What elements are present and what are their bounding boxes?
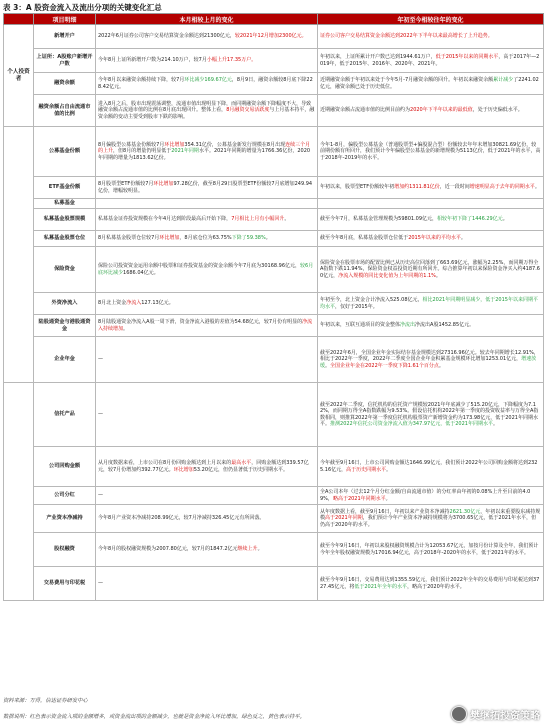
text-segment: 。: [502, 216, 508, 223]
text-segment: 环比增加: [164, 142, 185, 149]
text-segment: 净流出: [400, 322, 416, 329]
text-segment: 与上月基本持平，融资余额的变动主要受到股市下跌的影响。: [98, 107, 315, 120]
text-segment: 。: [435, 272, 441, 279]
monthly-change-cell: [96, 447, 318, 487]
text-segment: 了2241.02亿元，融资余额已处于历史低位。: [320, 77, 539, 90]
table-row: [4, 49, 544, 73]
text-segment: 净流入: [126, 300, 142, 307]
item-cell: 私募基金股票规模: [34, 209, 96, 231]
ytd-change-cell: [318, 95, 544, 127]
ytd-change-cell: [318, 49, 544, 73]
text-segment: 净流入规模的同比变化值为上年同期的1.1%: [338, 272, 436, 279]
text-segment: 截至今年8月底，私募基金股票仓位低于: [320, 235, 409, 242]
table-row: [4, 567, 544, 601]
item-cell: 融资余额: [34, 73, 96, 95]
monthly-change-cell: [96, 25, 318, 49]
text-segment: —: [98, 356, 103, 363]
text-segment: 净流出A股1452.85亿元。: [415, 322, 475, 329]
table-row: [4, 293, 544, 315]
monthly-change-cell: [96, 293, 318, 315]
text-segment: ，年初以来重要股东减持规模: [320, 509, 541, 522]
table-row: [4, 209, 544, 231]
watermark-text: 樊继拓投资策略: [470, 710, 540, 722]
text-segment: 2020年下半年以来的最低值: [410, 107, 473, 114]
text-segment: 年初以来，互联互通项目的资金整体: [320, 322, 401, 329]
text-segment: 全国企业年金在2022年一季度下降1.61个百分点: [330, 362, 439, 369]
table-row: [4, 533, 544, 567]
text-segment: 。: [385, 495, 391, 502]
item-cell: 外资净流入: [34, 293, 96, 315]
table-title: 表 3：A 股资金流入及流出分项的关键变化汇总: [3, 3, 162, 12]
category-cell: 个人投资者: [4, 25, 34, 127]
text-segment: 截至今年9月16日，年初以来股权融资规模合计为12053.67亿元，加按月份计算及全年，我们预计今年全年股权融资规模为17016.94亿元，高于2018年-2020年的水平，低于2021年的水平。: [320, 543, 539, 556]
text-segment: 继续上升: [237, 546, 258, 553]
text-segment: 。: [325, 362, 331, 369]
table-row: [4, 95, 544, 127]
text-segment: 近期融资余额于年初以来处于今年5月-7月融资余额的回升。年初以来融资余额: [320, 77, 494, 84]
text-segment: 保险资金在股票市场的配置比例已从历史高位回落到了663.69亿元，涨幅为2.25%，而同期万得全A指数下跌11.94%，保险资金权益投资近期有所回升。综合推算年初以来保险资金净买入约4187.60亿元，: [320, 260, 540, 279]
text-segment: —: [98, 492, 103, 499]
table-row: [4, 487, 544, 505]
text-segment: 。: [386, 466, 392, 473]
text-segment: 证券公司客户交易结算资金余额达到2022年下半年以来最高增长了上升趋势。: [320, 33, 493, 40]
text-segment: 相较年初下降了1446.29亿元: [437, 216, 503, 223]
text-segment: 。: [123, 325, 129, 332]
item-cell: 股权融资: [34, 533, 96, 567]
wechat-logo-icon: [451, 706, 467, 722]
text-segment: 最高水平: [231, 460, 252, 467]
text-segment: 环比增加: [153, 181, 174, 188]
item-cell: 交易费用与印花税: [34, 567, 96, 601]
text-segment: 下降了59.38%: [231, 235, 266, 242]
monthly-change-cell: [96, 177, 318, 199]
monthly-change-cell: [96, 127, 318, 177]
text-segment: ，高于2017年—2019年，低于2015年、2016年、2020年、2021年。: [320, 54, 540, 67]
text-segment: 2022年6月证券公司客户交易结算资金余额达到21300亿元，: [98, 33, 235, 40]
text-segment: ，近一段时间: [439, 184, 470, 191]
text-segment: 增加约1311.81亿份: [394, 184, 440, 191]
monthly-change-cell: [96, 533, 318, 567]
text-segment: 增速放缓: [320, 356, 537, 369]
monthly-change-cell: [96, 95, 318, 127]
ytd-change-cell: [318, 567, 544, 601]
table-row: [4, 73, 544, 95]
table-row: [4, 247, 544, 293]
text-segment: 127.13亿元。: [141, 300, 174, 307]
text-segment: 今年8月上证所新增开户数为214.10万户，较7月: [98, 57, 207, 64]
ytd-change-cell: [318, 337, 544, 383]
text-segment: 年初以来，股票型ETF份额较年初: [320, 184, 395, 191]
ytd-change-cell: [318, 177, 544, 199]
ytd-change-cell: [318, 247, 544, 293]
capital-flow-table: [3, 13, 544, 601]
text-segment: 略高于2021年同期水平: [332, 495, 386, 502]
text-segment: 水平。2021年同期的增量为1766.36亿份，2020年同期的增量为1813.62亿份。: [98, 148, 311, 161]
text-segment: 。: [257, 546, 263, 553]
text-segment: 截至今年7月，私募基金管理规模为59801.09亿元，: [320, 216, 438, 223]
ytd-change-cell: [318, 505, 544, 533]
monthly-change-cell: [96, 199, 318, 209]
monthly-change-cell: [96, 567, 318, 601]
ytd-change-cell: [318, 127, 544, 177]
text-segment: 净流入持续增加: [98, 319, 313, 332]
text-segment: 8月北上资金: [98, 300, 127, 307]
item-cell: 保险资金: [34, 247, 96, 293]
ytd-change-cell: [318, 231, 544, 247]
item-cell: ETF基金份额: [34, 177, 96, 199]
text-segment: 小幅上升17.35万户。: [206, 57, 257, 64]
monthly-change-cell: [96, 337, 318, 383]
text-segment: ，处于历史偏低水平。: [472, 107, 523, 114]
monthly-change-cell: [96, 49, 318, 73]
text-segment: 从月度数据来看，上市公司在8月份回购金额达到上月以来的: [98, 460, 232, 467]
text-segment: 。: [460, 235, 466, 242]
text-segment: —: [98, 411, 103, 418]
monthly-change-cell: [96, 383, 318, 447]
text-segment: 7月相比上月有小幅回升: [231, 216, 285, 223]
text-segment: 保险公司投资资金运用余额中股票和证券投资基金的资金余额今年7月底为30168.96亿元，: [98, 263, 301, 270]
table-row: [4, 447, 544, 487]
text-segment: 。: [284, 216, 290, 223]
text-segment: ，仅好于2015年。: [335, 303, 378, 310]
monthly-change-cell: [96, 247, 318, 293]
text-segment: 8月私募基金股票仓位较7月: [98, 235, 160, 242]
table-row: [4, 315, 544, 337]
monthly-change-cell: [96, 487, 318, 505]
text-segment: 8月偏股型公募基金份额较7月: [98, 142, 165, 149]
text-segment: 。: [492, 420, 498, 427]
item-cell: 新增开户: [34, 25, 96, 49]
text-segment: 累计减少: [493, 77, 514, 84]
text-segment: 较6月底环比减少: [98, 263, 314, 276]
data-note: 数据说明：红色表示资金流入项的金额增多，或资金流出项的金额减少，也就是资金净流入环比增加。绿色反之，黄色表示持平。: [3, 714, 305, 720]
text-segment: 私募基金证券投资规模在今年4月达到阶段最高后开始下降，: [98, 216, 232, 223]
text-segment: 截至今年9月16日，交易费用达到1355.59亿元，我们预计2022年全年的交易费用与印花税达到3727.45亿元，将: [320, 577, 540, 590]
ytd-change-cell: [318, 447, 544, 487]
text-segment: 截至2022年6月，全国企业年金实际结存基金规模达到27316.96亿元。较去年同期增长12.91%，相比于2022年一季度，2022年二季度全国企业年金积累基金规模环比增加1253.01亿元，: [320, 350, 539, 363]
monthly-change-cell: [96, 231, 318, 247]
text-segment: 环比增加: [173, 466, 194, 473]
item-cell: 公司回购金额: [34, 447, 96, 487]
source-note: 资料来源：万得，信达证券研发中心: [3, 698, 88, 704]
monthly-change-cell: [96, 209, 318, 231]
text-segment: 354.31亿份，公募基金新发行规模在8月出现: [184, 142, 286, 149]
text-segment: 低于2021年全年的水平: [354, 583, 408, 590]
header-row: [4, 14, 544, 25]
monthly-change-cell: [96, 73, 318, 95]
ytd-change-cell: [318, 487, 544, 505]
text-segment: 高于历史同期水平: [346, 466, 387, 473]
ytd-change-cell: [318, 383, 544, 447]
text-segment: 2015年以来的平均水平: [408, 235, 461, 242]
text-segment: ，略高于2020年的水平。: [407, 583, 465, 590]
text-segment: 8月融资交易活跃度: [226, 107, 270, 114]
text-segment: 环比减少169.67亿元: [184, 77, 232, 84]
text-segment: 低于2015年以来的同期水平: [435, 54, 499, 61]
table-row: [4, 231, 544, 247]
text-segment: 。: [438, 362, 444, 369]
table-row: [4, 383, 544, 447]
text-segment: 年初以来，上证所累计开户数已达到1944.61万户，: [320, 54, 436, 61]
category-cell: [4, 383, 34, 601]
text-segment: 进入8月之后，股市出现震荡调整，流通市值出现明显下降，而同期融资余额下降幅度不大，导致融资余额占流通市值的比例在8月底出现回升。整体上看，: [98, 101, 312, 114]
text-segment: 连续三个月的上升: [98, 142, 311, 155]
ytd-change-cell: [318, 533, 544, 567]
text-segment: 增速明显高于去年的同期水平: [469, 184, 535, 191]
text-segment: ，回购金额达到339.57亿元，较7月份增加约392.77亿元。: [98, 460, 309, 473]
header-cell-month: 本月相较上月的变化: [96, 14, 318, 25]
item-cell: 公司分红: [34, 487, 96, 505]
category-cell: [4, 127, 34, 383]
ytd-change-cell: [318, 293, 544, 315]
ytd-change-cell: [318, 199, 544, 209]
text-segment: 53.20亿元，但仍显著低于历史同期水平。: [193, 466, 289, 473]
header-cell-item: 项目明细: [34, 14, 96, 25]
item-cell: 上证所：A股账户新增开户数: [34, 49, 96, 73]
ytd-change-cell: [318, 209, 544, 231]
text-segment: ，我们预计今年产业资本净减持规模将为3700.65亿元，低于2021年水平，但仍高于2020年的水平。: [320, 515, 537, 528]
text-segment: 相比2021年同期明显减少，低于2015年以来同期平均水平: [320, 297, 538, 310]
text-segment: 8月陆股通资金净流入A股一周下滑，资金净流入港股的差值为54.68亿元，较7月份有明显的: [98, 319, 303, 326]
text-segment: ，8月9日，融资余额较8月底下降228.42亿元。: [98, 77, 313, 90]
text-segment: 环比增加: [159, 235, 180, 242]
item-cell: 私募基金股票仓位: [34, 231, 96, 247]
text-segment: 较2021年12月增加2300亿元。: [234, 33, 307, 40]
table-row: [4, 177, 544, 199]
text-segment: 2621.30亿元: [449, 509, 481, 516]
item-cell: 融资余额占自由流通市值的比例: [34, 95, 96, 127]
text-segment: 推测2022年信托公司资金净流入值为347.97亿元，低于2021年同期水平: [330, 420, 493, 427]
table-row: [4, 505, 544, 533]
text-segment: 1686.04亿元。: [123, 269, 159, 276]
ytd-change-cell: [318, 315, 544, 337]
text-segment: 。: [265, 235, 271, 242]
text-segment: 年初至今，北上资金合计净流入525.08亿元，: [320, 297, 423, 304]
text-segment: ，8月底仓位为63.75%: [179, 235, 232, 242]
text-segment: 今年截至9月16日，上市公司回购金额达1646.99亿元，我们预计2022年公司回购金额将达到2325.16亿元，: [320, 460, 538, 473]
text-segment: —: [98, 580, 103, 587]
table-row: [4, 199, 544, 209]
table-row: [4, 25, 544, 49]
text-segment: 高于2021年同期: [325, 515, 363, 522]
ytd-change-cell: [318, 73, 544, 95]
text-segment: 全A公司本年（过去12个月分红金额/自由流通市值）的分红率由年初的0.08%上升至目前的4.09%，: [320, 489, 531, 502]
monthly-change-cell: [96, 505, 318, 533]
text-segment: 2021年同期: [171, 148, 199, 155]
text-segment: 截至2022年二季度，信托机构的信托资产规模较2021年年底减少了515.20亿元，下降幅度为7.12%，而同期万得全A指数跌幅为9.53%。假设信托机构2022年第一季度的投资收益率与万得全A指数相同，则推算2022年第一季度信托机构股票资产新增资金约为173.98亿元，低于2021年同期水平。: [320, 402, 539, 427]
text-segment: 今年8月以来融资余额持续下降，较7月: [98, 77, 185, 84]
text-segment: ，但8月的增量仍明显低于: [113, 148, 172, 155]
text-segment: 8月股票型ETF份额较7月: [98, 181, 154, 188]
item-cell: 产业资本净减持: [34, 505, 96, 533]
text-segment: 97.28亿份，截至8月29日股票型ETF份额较7月底增加249.94亿份，增幅较明显。: [98, 181, 313, 194]
table-row: [4, 127, 544, 177]
text-segment: 今年1-8月，偏股型公募基金（普通股票型+偏股混合型）份额较去年年末增加30821.69亿份，较前期份额有所回升，我们预计今年偏股型公募基金的新增规模为5113亿份，低于2021年的水平，高于2018年-2019年的水平。: [320, 142, 541, 161]
header-cell-ytd: 年初至今相较往年的变化: [318, 14, 544, 25]
text-segment: 。: [534, 184, 540, 191]
item-cell: 陆股通资金与港股通资金: [34, 315, 96, 337]
watermark: [451, 706, 540, 722]
text-segment: 今年8月的股权融资规模为2007.80亿元，较7月的1847.2亿元: [98, 546, 238, 553]
text-segment: 今年8月产业资本净减持208.99亿元，较7月净减持326.45亿元有所回落。: [98, 515, 265, 522]
text-segment: 近期融资余额占流通市值的比例目前约为: [320, 107, 411, 114]
item-cell: 信托产品: [34, 383, 96, 447]
item-cell: 企业年金: [34, 337, 96, 383]
monthly-change-cell: [96, 315, 318, 337]
item-cell: 私募基金: [34, 199, 96, 209]
ytd-change-cell: [318, 25, 544, 49]
table-row: [4, 337, 544, 383]
header-cell-category: [4, 14, 34, 25]
text-segment: 从年度数据上看，截至9月16日，年初以来产业资本净减持: [320, 509, 450, 516]
item-cell: 公募基金份额: [34, 127, 96, 177]
